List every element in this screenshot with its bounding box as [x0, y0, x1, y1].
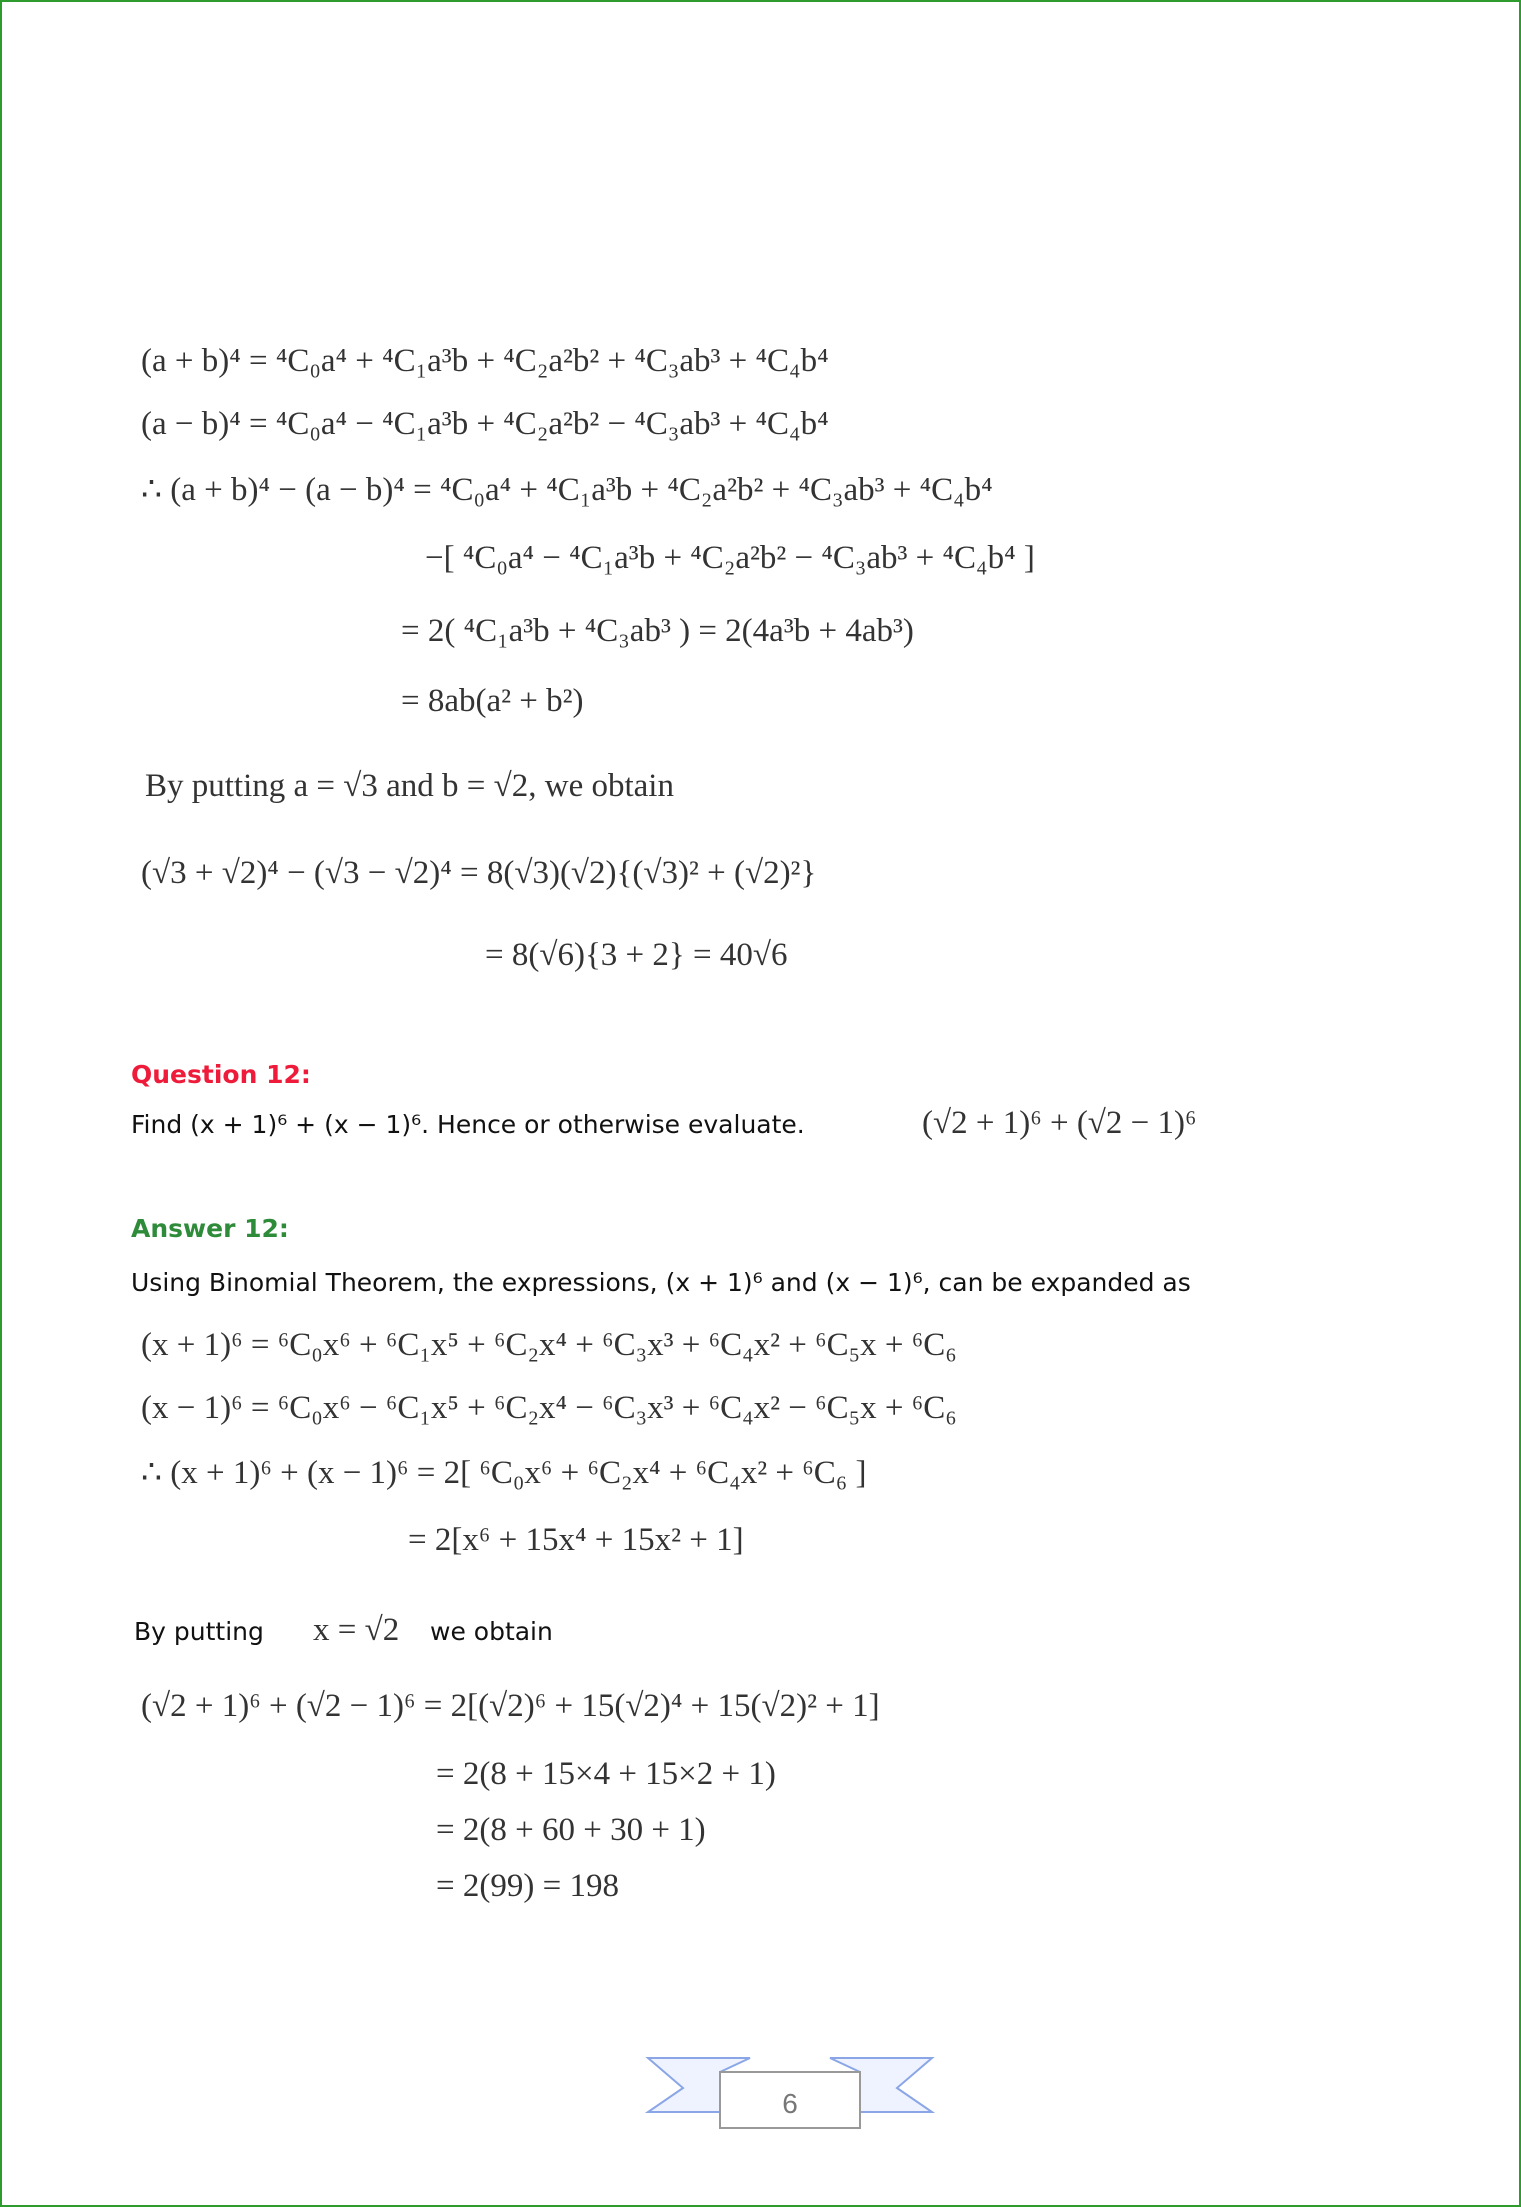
- math-line: ∴ (a + b)⁴ − (a − b)⁴ = ⁴C₀a⁴ + ⁴C₁a³b + ⁴C₂a²b² + ⁴C₃ab³ + ⁴C₄b⁴: [141, 472, 993, 508]
- math-line: (a + b)⁴ = ⁴C₀a⁴ + ⁴C₁a³b + ⁴C₂a²b² + ⁴C₃ab³ + ⁴C₄b⁴: [141, 343, 829, 379]
- putting-suffix: we obtain: [430, 1617, 553, 1646]
- putting-expression: x = √2: [313, 1612, 400, 1648]
- answer-intro: Using Binomial Theorem, the expressions, (x + 1)⁶ and (x − 1)⁶, can be expanded as: [131, 1268, 1191, 1297]
- math-line: (√2 + 1)⁶ + (√2 − 1)⁶ = 2[(√2)⁶ + 15(√2)⁴ + 15(√2)² + 1]: [141, 1688, 880, 1724]
- math-line: = 8(√6){3 + 2} = 40√6: [485, 937, 788, 973]
- math-line: −[ ⁴C₀a⁴ − ⁴C₁a³b + ⁴C₂a²b² − ⁴C₃ab³ + ⁴C₄b⁴ ]: [425, 540, 1035, 576]
- question-expression: (√2 + 1)⁶ + (√2 − 1)⁶: [922, 1105, 1197, 1141]
- question-text: Find (x + 1)⁶ + (x − 1)⁶. Hence or otherwise evaluate.: [131, 1110, 805, 1139]
- question-heading: Question 12:: [131, 1060, 311, 1089]
- putting-text: By putting a = √3 and b = √2, we obtain: [145, 768, 674, 804]
- putting-label: By putting: [134, 1617, 264, 1646]
- math-line: (√3 + √2)⁴ − (√3 − √2)⁴ = 8(√3)(√2){(√3)² + (√2)²}: [141, 855, 817, 891]
- math-line: = 2( ⁴C₁a³b + ⁴C₃ab³ ) = 2(4a³b + 4ab³): [401, 613, 914, 649]
- page-number: 6: [782, 2088, 798, 2119]
- math-line: ∴ (x + 1)⁶ + (x − 1)⁶ = 2[ ⁶C₀x⁶ + ⁶C₂x⁴ + ⁶C₄x² + ⁶C₆ ]: [141, 1455, 867, 1491]
- math-line: (x − 1)⁶ = ⁶C₀x⁶ − ⁶C₁x⁵ + ⁶C₂x⁴ − ⁶C₃x³ + ⁶C₄x² − ⁶C₅x + ⁶C₆: [141, 1390, 957, 1426]
- math-line: (x + 1)⁶ = ⁶C₀x⁶ + ⁶C₁x⁵ + ⁶C₂x⁴ + ⁶C₃x³ + ⁶C₄x² + ⁶C₅x + ⁶C₆: [141, 1327, 957, 1363]
- answer-heading: Answer 12:: [131, 1214, 289, 1243]
- math-line: = 2(99) = 198: [436, 1868, 619, 1904]
- math-line: = 8ab(a² + b²): [401, 683, 584, 719]
- page-number-ribbon: [645, 2050, 935, 2130]
- math-line: = 2[x⁶ + 15x⁴ + 15x² + 1]: [408, 1522, 744, 1558]
- math-line: = 2(8 + 15×4 + 15×2 + 1): [436, 1756, 776, 1792]
- math-line: = 2(8 + 60 + 30 + 1): [436, 1812, 706, 1848]
- math-line: (a − b)⁴ = ⁴C₀a⁴ − ⁴C₁a³b + ⁴C₂a²b² − ⁴C₃ab³ + ⁴C₄b⁴: [141, 406, 829, 442]
